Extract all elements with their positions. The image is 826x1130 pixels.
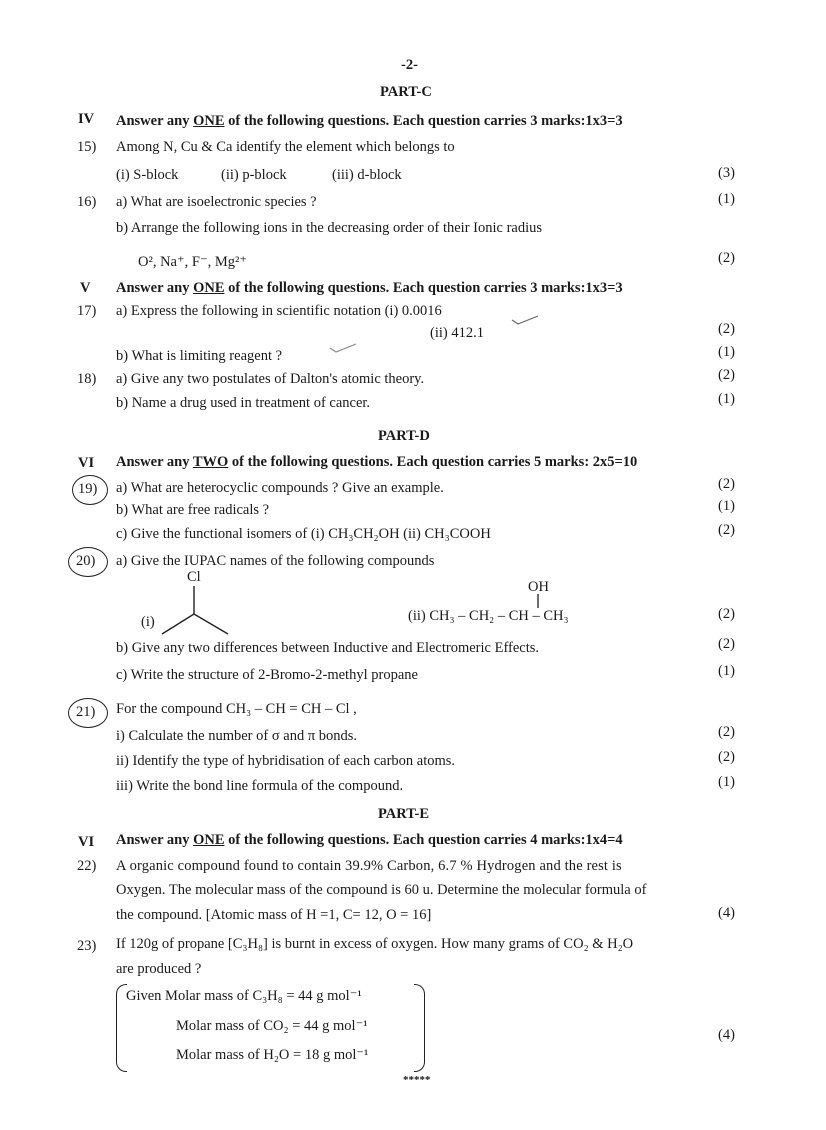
part-d-title: PART-D xyxy=(378,428,430,444)
q23-given-2: Molar mass of CO₂ = 44 g mol⁻¹ xyxy=(176,1018,368,1034)
q16-a-marks: (1) xyxy=(718,191,735,207)
oh-label: OH xyxy=(528,579,549,595)
q20-number: 20) xyxy=(76,553,96,569)
section-vi-e-label: VI xyxy=(78,834,95,850)
check-mark-icon xyxy=(328,340,358,356)
q19-c-text: c) Give the functional isomers of (i) CH₃CH₂OH (ii) CH₃COOH xyxy=(116,526,491,542)
section-v-label: V xyxy=(80,280,91,296)
q19-b-marks: (1) xyxy=(718,498,735,514)
q19-a-marks: (2) xyxy=(718,476,735,492)
isopropyl-chloride-structure xyxy=(158,584,238,636)
q15-number: 15) xyxy=(77,139,97,155)
q17-a-ii: (ii) 412.1 xyxy=(430,325,484,341)
q18-a-text: a) Give any two postulates of Dalton's atomic theory. xyxy=(116,371,425,387)
q20-a-marks: (2) xyxy=(718,606,735,622)
q20-b-marks: (2) xyxy=(718,636,735,652)
q20-c-text: c) Write the structure of 2-Bromo-2-methyl propane xyxy=(116,667,418,683)
q16-b-marks: (2) xyxy=(718,250,735,266)
q16-b-text: b) Arrange the following ions in the decreasing order of their Ionic radius xyxy=(116,220,543,236)
q16-a-text: a) What are isoelectronic species ? xyxy=(116,194,317,210)
q15-option-3: (iii) d-block xyxy=(332,167,402,183)
q17-a-marks: (2) xyxy=(718,321,735,337)
part-c-title: PART-C xyxy=(380,84,432,100)
q15-option-2: (ii) p-block xyxy=(221,167,287,183)
q22-line-1: A organic compound found to contain 39.9% Carbon, 6.7 % Hydrogen and the rest is xyxy=(116,858,622,874)
q21-text: For the compound CH₃ – CH = CH – Cl , xyxy=(116,701,357,717)
q16-number: 16) xyxy=(77,194,97,210)
q21-number: 21) xyxy=(76,704,96,720)
q15-text: Among N, Cu & Ca identify the element which belongs to xyxy=(116,139,455,155)
given-right-bracket xyxy=(414,984,425,1072)
q15-option-1: (i) S-block xyxy=(116,167,179,183)
end-mark: ***** xyxy=(403,1074,431,1086)
q15-marks: (3) xyxy=(718,165,735,181)
q17-b-text: b) What is limiting reagent ? xyxy=(116,348,283,364)
q23-given-1: Given Molar mass of C₃H₈ = 44 g mol⁻¹ xyxy=(126,988,362,1004)
q19-c-marks: (2) xyxy=(718,522,735,538)
q21-i-text: i) Calculate the number of σ and π bonds. xyxy=(116,728,358,744)
q21-ii-marks: (2) xyxy=(718,749,735,765)
q18-b-text: b) Name a drug used in treatment of cancer. xyxy=(116,395,371,411)
q19-number: 19) xyxy=(78,481,98,497)
check-mark-icon xyxy=(510,312,540,328)
q20-structure-i-label: (i) xyxy=(141,614,155,630)
q19-a-text: a) What are heterocyclic compounds ? Give an example. xyxy=(116,480,444,496)
q16-ions: O², Na⁺, F⁻, Mg²⁺ xyxy=(138,254,247,270)
q21-iii-marks: (1) xyxy=(718,774,735,790)
section-vi-e-instruction: Answer any ONE of the following questions. Each question carries 4 marks:1x4=4 xyxy=(116,832,623,848)
q21-iii-text: iii) Write the bond line formula of the compound. xyxy=(116,778,404,794)
q17-a-text: a) Express the following in scientific notation (i) 0.0016 xyxy=(116,303,442,319)
section-v-instruction: Answer any ONE of the following questions. Each question carries 3 marks:1x3=3 xyxy=(116,280,623,296)
q20-c-marks: (1) xyxy=(718,663,735,679)
q19-b-text: b) What are free radicals ? xyxy=(116,502,270,518)
q20-b-text: b) Give any two differences between Inductive and Electromeric Effects. xyxy=(116,640,540,656)
q18-a-marks: (2) xyxy=(718,367,735,383)
q23-line-2: are produced ? xyxy=(116,961,202,977)
q18-number: 18) xyxy=(77,371,97,387)
q23-given-3: Molar mass of H₂O = 18 g mol⁻¹ xyxy=(176,1047,369,1063)
page-number: -2- xyxy=(401,57,418,73)
q22-marks: (4) xyxy=(718,905,735,921)
section-iv-instruction: Answer any ONE of the following questions. Each question carries 3 marks:1x3=3 xyxy=(116,113,623,129)
q23-number: 23) xyxy=(77,938,97,954)
section-vi-label: VI xyxy=(78,455,95,471)
q23-line-1: If 120g of propane [C₃H₈] is burnt in excess of oxygen. How many grams of CO₂ & H₂O xyxy=(116,936,634,952)
q21-i-marks: (2) xyxy=(718,724,735,740)
q17-b-marks: (1) xyxy=(718,344,735,360)
cl-label: Cl xyxy=(187,569,201,585)
section-vi-instruction: Answer any TWO of the following questions. Each question carries 5 marks: 2x5=10 xyxy=(116,454,638,470)
q23-marks: (4) xyxy=(718,1027,735,1043)
q20-structure-ii: (ii) CH₃ – CH₂ – CH – CH₃ xyxy=(408,608,569,624)
q22-line-2: Oxygen. The molecular mass of the compound is 60 u. Determine the molecular formula of xyxy=(116,882,647,898)
q18-b-marks: (1) xyxy=(718,391,735,407)
q22-line-3: the compound. [Atomic mass of H =1, C= 12, O = 16] xyxy=(116,907,432,923)
q21-ii-text: ii) Identify the type of hybridisation of each carbon atoms. xyxy=(116,753,456,769)
q22-number: 22) xyxy=(77,858,97,874)
q17-number: 17) xyxy=(77,303,97,319)
q20-a-text: a) Give the IUPAC names of the following compounds xyxy=(116,553,435,569)
part-e-title: PART-E xyxy=(378,806,430,822)
section-iv-label: IV xyxy=(78,111,95,127)
